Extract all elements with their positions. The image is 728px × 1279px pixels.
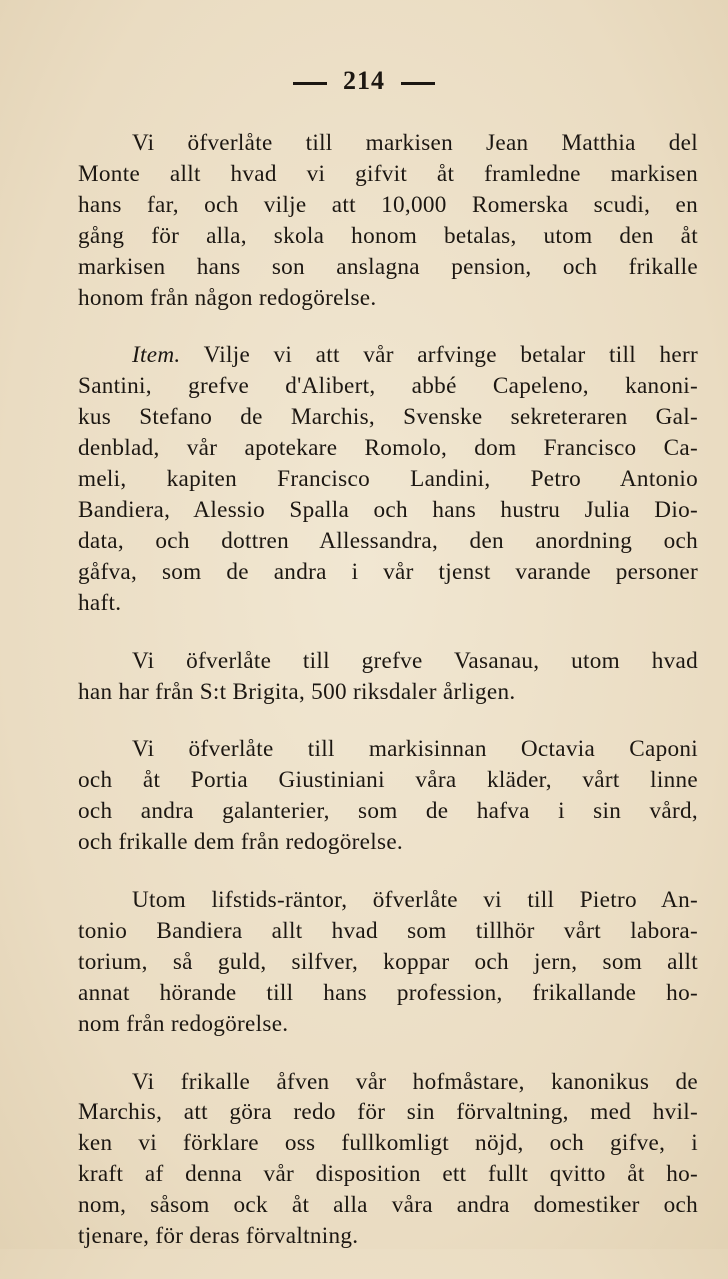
text-line: denblad, vår apotekare Romolo, dom Francisco Ca- [78, 435, 698, 462]
paragraph-5 [78, 885, 698, 1040]
item-label: Item. [132, 342, 181, 369]
left-dash [293, 82, 327, 85]
text-line: tonio Bandiera allt hvad som tillhör vårt labora- [78, 917, 698, 944]
text-line: kraft af denna vår disposition ett fullt qvitto åt ho- [78, 1161, 698, 1188]
paragraph-3 [78, 646, 698, 708]
text-line: nom, såsom ock åt alla våra andra domestiker och [78, 1192, 698, 1219]
text-line: tjenare, för deras förvaltning. [78, 1223, 359, 1250]
text-line: markisen hans son anslagna pension, och frikalle [78, 253, 698, 280]
paragraph-2 [78, 340, 698, 618]
text-line: nom från redogörelse. [78, 1010, 289, 1037]
right-dash [401, 82, 435, 85]
text-line: meli, kapiten Francisco Landini, Petro Antonio [78, 466, 698, 493]
paragraph-6 [78, 1067, 698, 1252]
text-line: och åt Portia Giustiniani våra kläder, vårt linne [78, 767, 698, 794]
text-line: data, och dottren Allessandra, den anordning och [78, 527, 698, 554]
text-line: Utom lifstids-räntor, öfverlåte vi till Pietro An- [132, 887, 698, 914]
text-line-with-label [78, 340, 698, 371]
text-line: Vi öfverlåte till markisinnan Octavia Caponi [132, 736, 698, 763]
text-line: gång för alla, skola honom betalas, utom den åt [78, 222, 698, 249]
text-line: haft. [78, 589, 122, 616]
text-line: Vi öfverlåte till grefve Vasanau, utom hvad [132, 647, 698, 674]
text-line: kus Stefano de Marchis, Svenske sekreteraren Gal- [78, 404, 698, 431]
text-line: Bandiera, Alessio Spalla och hans hustru Julia Dio- [78, 496, 698, 523]
text-line-rest: Vilje vi att vår arfvinge betalar till herr [180, 342, 698, 369]
text-line: Vi öfverlåte till markisen Jean Matthia del [132, 130, 698, 156]
page-header [0, 66, 728, 96]
text-line: honom från någon redogörelse. [78, 284, 377, 311]
text-line: Santini, grefve d'Alibert, abbé Capeleno, kanoni- [78, 373, 698, 400]
text-line: torium, så guld, silfver, koppar och jern, som allt [78, 948, 698, 975]
paragraph-4 [78, 734, 698, 858]
text-line: Vi frikalle åfven vår hofmåstare, kanonikus de [132, 1068, 698, 1095]
text-line: och frikalle dem från redogörelse. [78, 829, 404, 856]
text-line: och andra galanterier, som de hafva i sin vård, [78, 798, 698, 825]
text-line: Marchis, att göra redo för sin förvaltning, med hvil- [78, 1099, 698, 1126]
body-text [78, 128, 698, 1279]
text-line: annat hörande till hans profession, frikallande ho- [78, 979, 698, 1006]
text-line: Monte allt hvad vi gifvit åt framledne markisen [78, 160, 698, 187]
text-line: hans far, och vilje att 10,000 Romerska scudi, en [78, 191, 698, 218]
paragraph-1 [78, 128, 698, 313]
text-line: han har från S:t Brigita, 500 riksdaler årligen. [78, 678, 516, 705]
page-number: 214 [343, 66, 385, 95]
text-line: ken vi förklare oss fullkomligt nöjd, och gifve, i [78, 1130, 698, 1157]
text-line: gåfva, som de andra i vår tjenst varande personer [78, 558, 698, 585]
